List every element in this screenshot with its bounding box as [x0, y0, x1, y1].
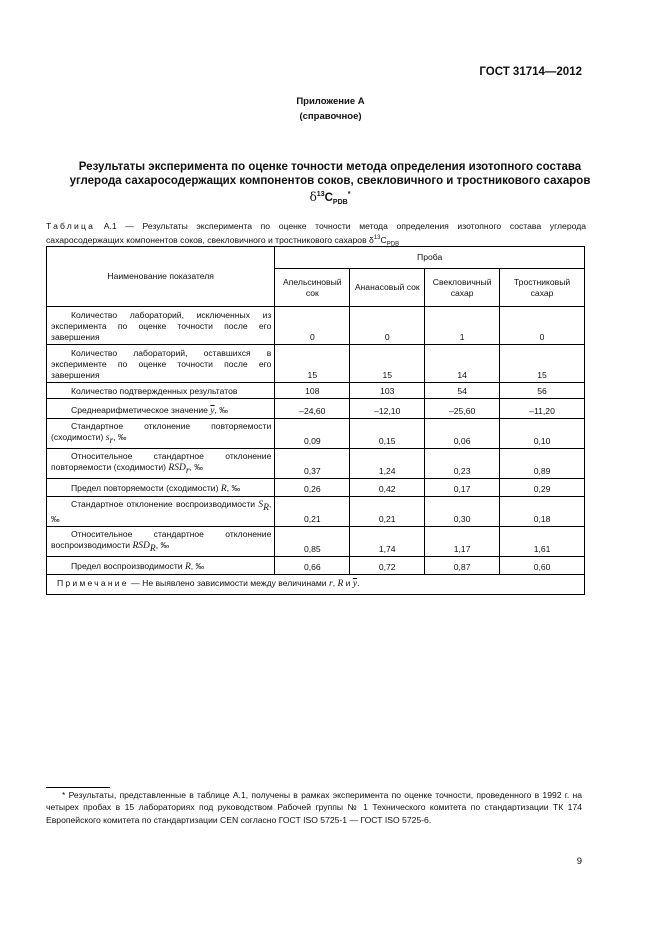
table-row	[47, 497, 585, 527]
caption-c: C	[380, 234, 387, 245]
results-table	[46, 246, 585, 595]
cell-value: 108	[275, 383, 350, 399]
cell-value: 0,18	[500, 497, 585, 527]
row-label: Количество лабораторий, оставшихся в эксперименте по оценке точности после его завершения	[47, 345, 275, 383]
row-label: Стандартное отклонение воспроизводимости $S_R$, ‰	[47, 497, 275, 527]
cell-value: 0,26	[275, 479, 350, 497]
cell-value: 103	[350, 383, 425, 399]
page-title	[50, 160, 610, 210]
row-label: Количество лабораторий, исключенных из эксперимента по оценке точности после его завершения	[47, 307, 275, 345]
row-label: Предел повторяемости (сходимости) R, ‰	[47, 479, 275, 497]
cell-value: 0,23	[425, 449, 500, 479]
table-row	[47, 449, 585, 479]
column-header-beet: Свекловичный сахар	[425, 269, 500, 307]
caption-prefix: Таблица	[46, 221, 96, 231]
cell-value: 0,85	[275, 527, 350, 557]
cell-value: 0,10	[500, 419, 585, 449]
cell-value: 14	[425, 345, 500, 383]
isotope-number: 13	[316, 191, 325, 198]
cell-value: 0,89	[500, 449, 585, 479]
row-label: Среднеарифметическое значение $\overline{y}$, ‰	[47, 399, 275, 419]
column-header-orange: Апельсиновый сок	[275, 269, 350, 307]
cell-value: –12,10	[350, 399, 425, 419]
cell-value: 0,87	[425, 557, 500, 575]
title-line-2: углерода сахаросодержащих компонентов соков, свекловичного и тростникового сахаров	[69, 175, 591, 187]
cell-value: 1	[425, 307, 500, 345]
table-note-row	[47, 575, 585, 595]
cell-value: –25,60	[425, 399, 500, 419]
cell-value: 0	[275, 307, 350, 345]
cell-value: 15	[350, 345, 425, 383]
table-note: Примечание — Не выявлено зависимости между величинами r, R и $\overline{y}$.	[47, 575, 585, 595]
table-row	[47, 345, 585, 383]
cell-value: 0,29	[500, 479, 585, 497]
cell-value: 1,61	[500, 527, 585, 557]
cell-value: 0,21	[350, 497, 425, 527]
pdb-subscript: PDB	[332, 199, 348, 207]
cell-value: 0,09	[275, 419, 350, 449]
cell-value: 0	[350, 307, 425, 345]
cell-value: 1,24	[350, 449, 425, 479]
delta-symbol: δ	[309, 189, 317, 204]
standard-number: ГОСТ 31714—2012	[479, 66, 582, 78]
cell-value: 1,17	[425, 527, 500, 557]
cell-value: 0,21	[275, 497, 350, 527]
cell-value: 0,15	[350, 419, 425, 449]
cell-value: 0,66	[275, 557, 350, 575]
table-row	[47, 527, 585, 557]
cell-value: 0,06	[425, 419, 500, 449]
row-label: Количество подтвержденных результатов	[47, 383, 275, 399]
cell-value: –11,20	[500, 399, 585, 419]
cell-value: 0,42	[350, 479, 425, 497]
column-header-pineapple: Ананасовый сок	[350, 269, 425, 307]
cell-value: –24,60	[275, 399, 350, 419]
page-number: 9	[576, 856, 582, 867]
cell-value: 15	[500, 345, 585, 383]
cell-value: 0,30	[425, 497, 500, 527]
cell-value: 54	[425, 383, 500, 399]
carbon-symbol: C	[324, 191, 333, 204]
title-symbol	[50, 188, 610, 210]
caption-sub: PDB	[386, 241, 400, 248]
cell-value: 0,37	[275, 449, 350, 479]
cell-value: 0,60	[500, 557, 585, 575]
column-header-group: Проба	[275, 247, 585, 269]
column-header-name: Наименование показателя	[47, 247, 275, 307]
table-row	[47, 383, 585, 399]
row-label: Относительное стандартное отклонение повторяемости (сходимости) $RSD_r$, ‰	[47, 449, 275, 479]
row-label: Стандартное отклонение повторяемости (сходимости) $s_r$, ‰	[47, 419, 275, 449]
cell-value: 56	[500, 383, 585, 399]
table-row	[47, 307, 585, 345]
caption-sup: 13	[373, 235, 381, 241]
footnote-mark: *	[347, 191, 351, 198]
row-label: Предел воспроизводимости R, ‰	[47, 557, 275, 575]
table-row	[47, 419, 585, 449]
cell-value: 0,72	[350, 557, 425, 575]
appendix-label: Приложение А	[296, 96, 365, 107]
row-label: Относительное стандартное отклонение воспроизводимости $RSD_R$, ‰	[47, 527, 275, 557]
table-row	[47, 557, 585, 575]
title-line-1: Результаты эксперимента по оценке точности метода определения изотопного состава	[78, 161, 582, 173]
caption-text: А.1 — Результаты эксперимента по оценке точности метода определения изотопного состава углерода сахаросодержащих компонентов соков, свекловичного и тростникового сахаров	[46, 221, 586, 245]
column-header-cane: Тростниковый сахар	[500, 269, 585, 307]
footnote: * Результаты, представленные в таблице А.1, получены в рамках эксперимента по оценке точности, проведенного в 1992 г. на четырех пробах в 15 лабораториях под руководством Рабочей группы № 1 Технического комитета по стандартизации ТК 174 Европейского комитета по стандартизации CEN согласно ГОСТ ISO 5725-1 — ГОСТ ISO 5725-6.	[46, 790, 582, 825]
caption-delta: δ	[369, 234, 374, 245]
appendix-type: (справочное)	[299, 111, 362, 122]
cell-value: 0	[500, 307, 585, 345]
cell-value: 0,17	[425, 479, 500, 497]
cell-value: 15	[275, 345, 350, 383]
table-row	[47, 399, 585, 419]
footnote-separator	[46, 787, 110, 788]
cell-value: 1,74	[350, 527, 425, 557]
table-row	[47, 479, 585, 497]
